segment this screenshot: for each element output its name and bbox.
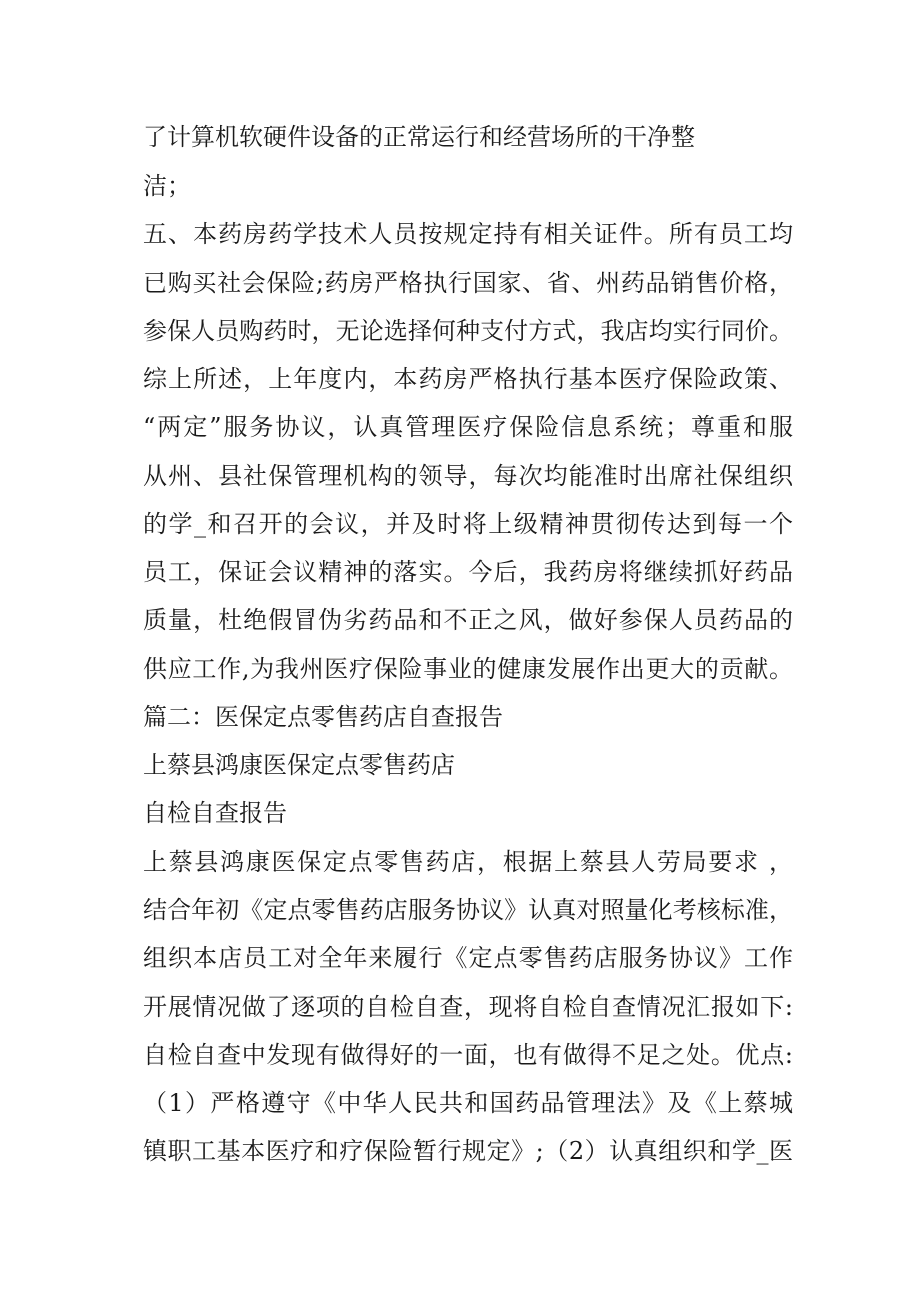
- text-line-7: “两定”服务协议，认真管理医疗保险信息系统；尊重和服: [143, 413, 793, 441]
- text-line-5: 参保人员购药时，无论选择何种支付方式，我店均实行同价。: [143, 317, 793, 345]
- report-title: 自检自查报告: [143, 799, 287, 827]
- text-line-9: 的学_和召开的会议，并及时将上级精神贯彻传达到每一个: [143, 510, 793, 538]
- text-line-6: 综上所述，上年度内，本药房严格执行基本医疗保险政策、: [143, 365, 793, 393]
- text-line-20: 自检自查中发现有做得好的一面，也有做得不足之处。优点:: [143, 1041, 793, 1069]
- store-name: 上蔡县鸿康医保定点零售药店: [143, 751, 455, 779]
- text-line-10: 员工，保证会议精神的落实。今后，我药房将继续抓好药品: [143, 558, 793, 586]
- text-line-17: 结合年初《定点零售药店服务协议》认真对照量化考核标准，: [143, 896, 793, 924]
- text-line-1: 了计算机软硬件设备的正常运行和经营场所的干净整: [143, 123, 695, 151]
- text-line-12: 供应工作,为我州医疗保险事业的健康发展作出更大的贡献。: [143, 655, 793, 683]
- text-line-18: 组织本店员工对全年来履行《定点零售药店服务协议》工作: [143, 944, 793, 972]
- text-line-2: 洁；: [143, 172, 191, 200]
- text-line-4: 已购买社会保险;药房严格执行国家、省、州药品销售价格，: [143, 269, 793, 297]
- text-line-11: 质量，杜绝假冒伪劣药品和不正之风，做好参保人员药品的: [143, 606, 793, 634]
- text-line-3: 五、本药房药学技术人员按规定持有相关证件。所有员工均: [143, 220, 793, 248]
- text-line-21: （1）严格遵守《中华人民共和国药品管理法》及《上蔡城: [143, 1089, 793, 1117]
- text-line-8: 从州、县社保管理机构的领导，每次均能准时出席社保组织: [143, 462, 793, 490]
- section-heading: 篇二：医保定点零售药店自查报告: [143, 703, 503, 731]
- text-line-19: 开展情况做了逐项的自检自查，现将自检自查情况汇报如下:: [143, 993, 793, 1021]
- text-line-16: 上蔡县鸿康医保定点零售药店，根据上蔡县人劳局要求 ，: [143, 848, 793, 876]
- text-line-22: 镇职工基本医疗和疗保险暂行规定》;（2）认真组织和学_医: [143, 1137, 793, 1165]
